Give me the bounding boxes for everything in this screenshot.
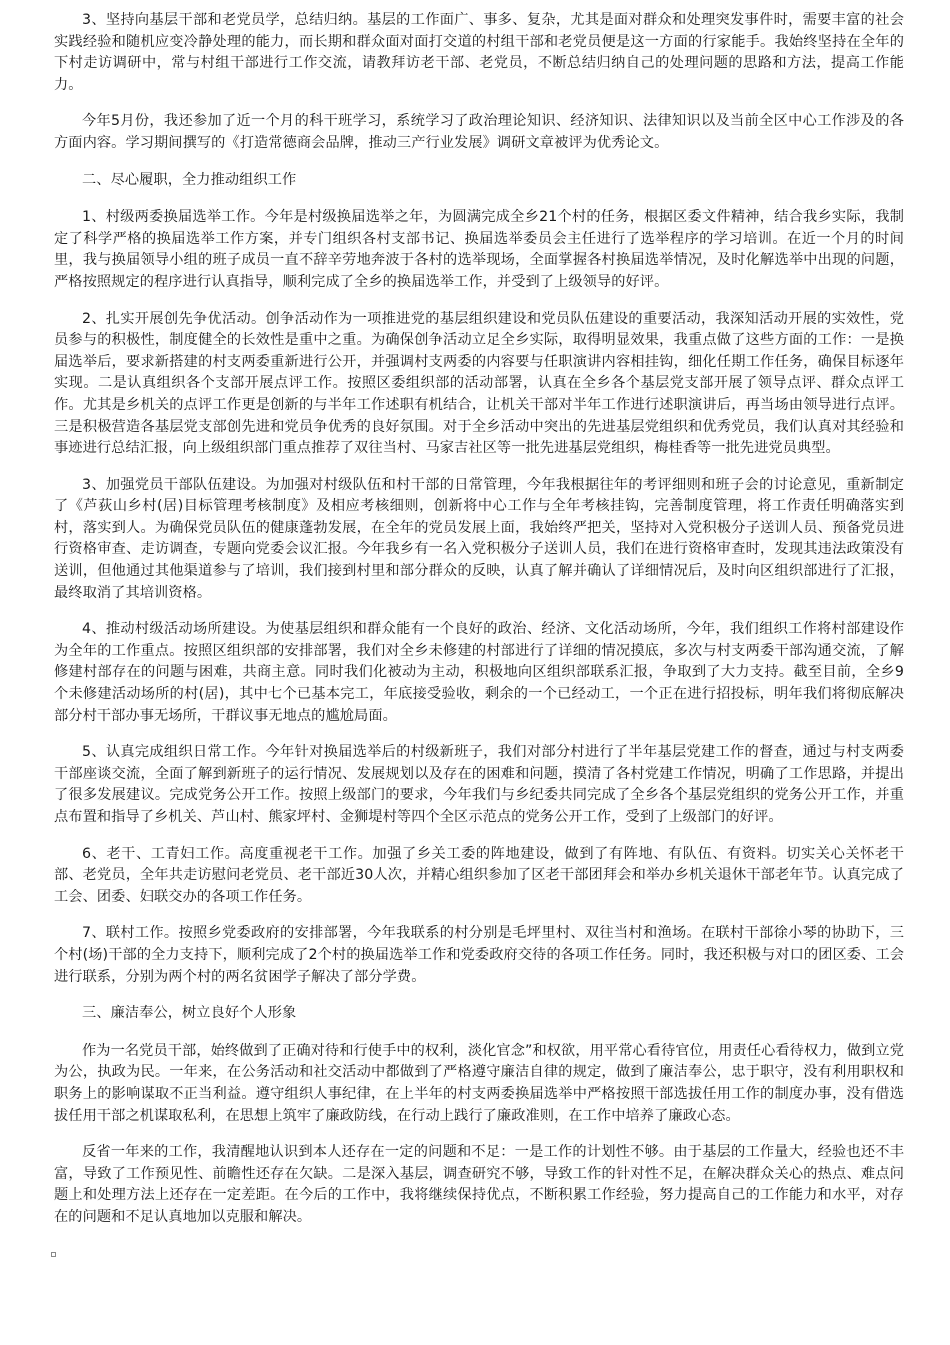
- document-body: [54, 10, 904, 1244]
- paragraph-daily-work: 5、认真完成组织日常工作。今年针对换届选举后的村级新班子，我们对部分村进行了半年基层党建工作的督查，通过与村支两委干部座谈交流，全面了解到新班子的运行情况、发展规划以及存在的困难和问题，摸清了各村党建工作情况，明确了工作思路，并提出了很多发展建议。完成党务公开工作。按照上级部门的要求，今年我们与乡纪委共同完成了全乡各个基层党组织的党务公开工作，并重点布置和指导了乡机关、芦山村、熊家坪村、金狮堤村等四个全区示范点的党务公开工作，受到了上级部门的好评。: [54, 744, 904, 825]
- paragraph-venue-construction: 4、推动村级活动场所建设。为使基层组织和群众能有一个良好的政治、经济、文化活动场所，今年，我们组织工作将村部建设作为全年的工作重点。按照区组织部的安排部署，我们对全乡未修建的村部进行了详细的情况摸底，多次与村支两委干部沟通交流，了解修建村部存在的问题与困难，共商主意。同时我们化被动为主动，积极地向区组织部联系汇报，争取到了大力支持。截至目前，全乡9个未修建活动场所的村(居)，其中七个已基本完工，年底接受验收，剩余的一个已经动工，一个正在进行招投标，明年我们将彻底解决部分村干部办事无场所，干群议事无地点的尴尬局面。: [54, 621, 904, 724]
- paragraph-integrity: 作为一名党员干部，始终做到了正确对待和行使手中的权利，淡化官念”和权欲，用平常心看待官位，用责任心看待权力，做到立党为公，执政为民。一年来，在公务活动和社交活动中都做到了严格遵守廉洁自律的规定，做到了廉洁奉公，忠于职守，没有利用职权和职务上的影响谋取不正当利益。遵守组织人事纪律，在上半年的村支两委换届选举中严格按照干部选拔任用工作的制度办事，没有借选拔任用干部之机谋取私利，在思想上筑牢了廉政防线，在行动上践行了廉政准则，在工作中培养了廉政心态。: [54, 1042, 904, 1124]
- paragraph-excellence-activity: 2、扎实开展创先争优活动。创争活动作为一项推进党的基层组织建设和党员队伍建设的重要活动，我深知活动开展的实效性，党员参与的积极性，制度健全的长效性是重中之重。为确保创争活动立足全乡实际，取得明显效果，我重点做了这些方面的工作：一是换届选举后，要求新搭建的村支两委重新进行公开，并强调村支两委的内容要与任职演讲内容相挂钩，细化任期工作任务，确保目标逐年实现。二是认真组织各个支部开展点评工作。按照区委组织部的活动部署，认真在全乡各个基层党支部开展了领导点评、群众点评工作。尤其是乡机关的点评工作更是创新的与半年工作述职有机结合，让机关干部对半年工作进行述职演讲后，再当场由领导进行点评。三是积极营造各基层党支部创先进和党员争优秀的良好氛围。对于全乡活动中突出的先进基层党组织和优秀党员，我们认真对其经验和事迹进行总结汇报，向上级组织部门重点推荐了双往当村、马家吉社区等一批先进基层党组织，梅桂香等一批先进党员典型。: [54, 310, 904, 457]
- section-heading-3: 三、廉洁奉公，树立良好个人形象: [82, 1005, 297, 1022]
- section-heading-2: 二、尽心履职，全力推动组织工作: [82, 171, 297, 188]
- paragraph-learn-from-grassroots: 3、坚持向基层干部和老党员学，总结归纳。基层的工作面广、事多、复杂，尤其是面对群众和处理突发事件时，需要丰富的社会实践经验和随机应变冷静处理的能力，而长期和群众面对面打交道的村组干部和老党员便是这一方面的行家能手。我始终坚持在全年的下村走访调研中，常与村组干部进行工作交流，请教拜访老干部、老党员，不断总结归纳自己的处理问题的思路和方法，提高工作能力。: [54, 12, 904, 93]
- paragraph-team-building: 3、加强党员干部队伍建设。为加强对村级队伍和村干部的日常管理，今年我根据往年的考评细则和班子会的讨论意见，重新制定了《芦荻山乡村(居)目标管理考核制度》及相应考核细则，创新将中心工作与全年考核挂钩，完善制度管理，将工作责任明确落实到村，落实到人。为确保党员队伍的健康蓬勃发展，在全年的党员发展上面，我始终严把关，坚持对入党积极分子送训人员、预备党员进行资格审查、走访调查，专题向党委会议汇报。今年我乡有一名入党积极分子送训人员，我们在进行资格审查时，发现其违法政策没有送训，但他通过其他渠道参与了培训，我们接到村里和部分群众的反映，认真了解并确认了详细情况后，及时向区组织部进行了汇报，最终取消了其培训资格。: [54, 476, 904, 601]
- paragraph-training-class: 今年5月份，我还参加了近一个月的科干班学习，系统学习了政治理论知识、经济知识、法律知识以及当前全区中心工作涉及的各方面内容。学习期间撰写的《打造常德商会品牌，推动三产行业发展》调研文章被评为优秀论文。: [54, 113, 904, 151]
- paragraph-veteran-work: 6、老干、工青妇工作。高度重视老干工作。加强了乡关工委的阵地建设，做到了有阵地、有队伍、有资料。切实关心关怀老干部、老党员，全年共走访慰问老党员、老干部近30人次，并精心组织参加了区老干部团拜会和举办乡机关退休干部老年节。认真完成了工会、团委、妇联交办的各项工作任务。: [54, 845, 904, 905]
- paragraph-election-work: 1、村级两委换届选举工作。今年是村级换届选举之年，为圆满完成全乡21个村的任务，根据区委文件精神，结合我乡实际，我制定了科学严格的换届选举工作方案，并专门组织各村支部书记、换届选举委员会主任进行了选举程序的学习培训。在近一个月的时间里，我与换届领导小组的班子成员一直不辞辛劳地奔波于各村的选举现场，全面掌握各村换届选举情况，及时化解选举中出现的问题，严格按照规定的程序进行认真指导，顺利完成了全乡的换届选举工作，并受到了上级领导的好评。: [54, 209, 904, 290]
- end-marker-icon: [51, 1252, 56, 1257]
- paragraph-village-liaison: 7、联村工作。按照乡党委政府的安排部署，今年我联系的村分别是毛坪里村、双往当村和渔场。在联村干部徐小琴的协助下，三个村(场)干部的全力支持下，顺利完成了2个村的换届选举工作和党委政府交待的各项工作任务。同时，我还积极与对口的团区委、工会进行联系，分别为两个村的两名贫困学子解决了部分学费。: [54, 925, 904, 985]
- paragraph-reflection: 反省一年来的工作，我清醒地认识到本人还存在一定的问题和不足：一是工作的计划性不够。由于基层的工作量大，经验也还不丰富，导致了工作预见性、前瞻性还存在欠缺。二是深入基层，调查研究不够，导致工作的针对性不足，在解决群众关心的热点、难点问题上和处理方法上还存在一定差距。在今后的工作中，我将继续保持优点，不断积累工作经验，努力提高自己的工作能力和水平，对存在的问题和不足认真地加以克服和解决。: [54, 1144, 904, 1225]
